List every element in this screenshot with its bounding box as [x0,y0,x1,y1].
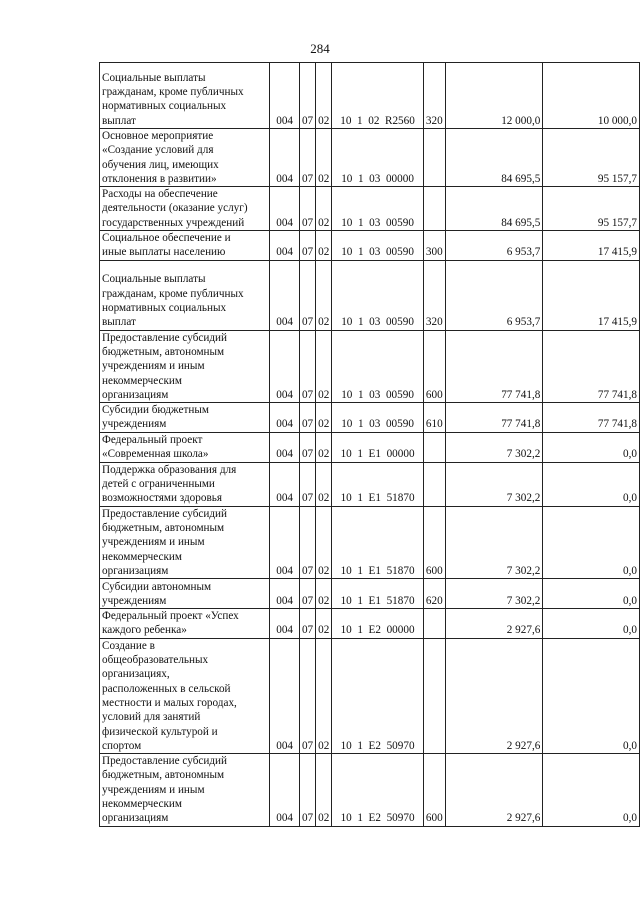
expense-name: Социальные выплаты гражданам, кроме публичных нормативных социальных выплат [100,63,270,129]
ministry-code: 004 [270,754,300,826]
section-code: 07 [299,129,315,187]
ministry-code: 004 [270,129,300,187]
amount-year-2: 0,0 [543,754,640,826]
target-article-part: 00590 [385,246,414,259]
target-article-part: 1 [357,594,363,607]
expense-type-code: 600 [423,754,445,826]
target-article-part: 10 [340,492,352,505]
subsection-code: 02 [316,579,332,609]
subsection-code: 02 [316,638,332,753]
expense-name: Социальное обеспечение и иные выплаты населению [100,231,270,261]
amount-year-1: 7 302,2 [445,432,543,462]
target-article-part: 10 [340,114,352,127]
expense-type-code [423,432,445,462]
amount-year-1: 7 302,2 [445,506,543,578]
amount-year-1: 7 302,2 [445,462,543,506]
target-article-part: 1 [357,739,363,752]
ministry-code: 004 [270,462,300,506]
target-article-part: 03 [369,316,381,329]
expense-type-code: 300 [423,231,445,261]
subsection-code: 02 [316,187,332,231]
amount-year-1: 77 741,8 [445,403,543,433]
amount-year-1: 6 953,7 [445,231,543,261]
expense-name: Предоставление субсидий бюджетным, автономным учреждениям и иным некоммерческим организациям [100,330,270,402]
target-article-part: 10 [341,172,353,185]
target-article-part: 10 [341,316,353,329]
target-article-part: 10 [341,418,353,431]
ministry-code: 004 [270,63,300,129]
target-article-part: 51870 [386,492,415,505]
table-row [100,330,640,402]
section-code: 07 [299,330,315,402]
target-article-code [332,506,423,578]
section-code: 07 [299,187,315,231]
ministry-code: 004 [270,403,300,433]
subsection-code: 02 [316,231,332,261]
amount-year-2: 17 415,9 [543,260,640,330]
target-article-part: E1 [368,492,381,505]
ministry-code: 004 [270,432,300,462]
target-article-part: 00590 [385,316,414,329]
amount-year-2: 0,0 [543,609,640,639]
amount-year-2: 95 157,7 [543,187,640,231]
target-article-part: 51870 [386,564,415,577]
section-code: 07 [299,462,315,506]
table-row [100,129,640,187]
target-article-part: 1 [357,418,364,431]
expense-type-code [423,609,445,639]
target-article-code [332,403,423,433]
expense-name: Предоставление субсидий бюджетным, автономным учреждениям и иным некоммерческим организациям [100,506,270,578]
target-article-code [332,609,423,639]
table-row [100,260,640,330]
section-code: 07 [299,638,315,753]
section-code: 07 [299,754,315,826]
target-article-code [332,754,423,826]
subsection-code: 02 [316,506,332,578]
expense-name: Расходы на обеспечение деятельности (оказание услуг) государственных учреждений [100,187,270,231]
ministry-code: 004 [270,187,300,231]
expense-name: Федеральный проект «Современная школа» [100,432,270,462]
expense-name: Федеральный проект «Успех каждого ребенка» [100,609,270,639]
table-row [100,638,640,753]
target-article-part: 1 [357,492,363,505]
target-article-code [332,579,423,609]
table-row [100,63,640,129]
target-article-part: 1 [357,564,363,577]
section-code: 07 [299,506,315,578]
page-number: 284 [310,41,330,56]
target-article-code [332,330,423,402]
ministry-code: 004 [270,231,300,261]
target-article-part: 1 [357,216,364,229]
target-article-code [332,638,423,753]
ministry-code: 004 [270,609,300,639]
subsection-code: 02 [316,432,332,462]
amount-year-2: 0,0 [543,432,640,462]
subsection-code: 02 [316,754,332,826]
expense-name: Предоставление субсидий бюджетным, автономным учреждениям и иным некоммерческим организациям [100,754,270,826]
target-article-code [332,231,423,261]
amount-year-1: 7 302,2 [445,579,543,609]
subsection-code: 02 [316,129,332,187]
target-article-code [332,129,423,187]
target-article-part: E1 [368,594,381,607]
ministry-code: 004 [270,260,300,330]
target-article-part: 1 [357,624,363,637]
budget-table [99,62,640,827]
target-article-part: 50970 [386,812,415,825]
subsection-code: 02 [316,260,332,330]
table-row [100,432,640,462]
amount-year-1: 77 741,8 [445,330,543,402]
target-article-part: E2 [368,812,381,825]
amount-year-1: 84 695,5 [445,129,543,187]
amount-year-2: 77 741,8 [543,403,640,433]
target-article-part: 03 [369,418,381,431]
target-article-part: 10 [341,388,353,401]
table-row [100,579,640,609]
target-article-part: R2560 [385,114,415,127]
target-article-part: 10 [340,739,352,752]
section-code: 07 [299,579,315,609]
table-row [100,754,640,826]
target-article-part: 1 [357,114,363,127]
target-article-part: 00590 [385,388,414,401]
target-article-part: 03 [369,172,381,185]
section-code: 07 [299,260,315,330]
target-article-part: 51870 [386,594,415,607]
amount-year-2: 10 000,0 [543,63,640,129]
target-article-part: 10 [340,624,352,637]
amount-year-1: 84 695,5 [445,187,543,231]
target-article-part: 1 [357,246,364,259]
expense-name: Создание в общеобразовательных организациях, расположенных в сельской местности и малых городах, условий для занятий физической культурой и спортом [100,638,270,753]
expense-name: Основное мероприятие «Создание условий для обучения лиц, имеющих отклонения в развитии» [100,129,270,187]
expense-name: Субсидии автономным учреждениям [100,579,270,609]
expense-type-code: 320 [423,63,445,129]
subsection-code: 02 [316,63,332,129]
section-code: 07 [299,403,315,433]
target-article-part: 10 [340,448,352,461]
subsection-code: 02 [316,462,332,506]
target-article-part: E1 [368,448,381,461]
target-article-part: 1 [357,448,363,461]
target-article-code [332,462,423,506]
target-article-part: 1 [357,388,364,401]
target-article-part: 00590 [385,216,414,229]
target-article-part: 00000 [386,448,415,461]
target-article-code [332,260,423,330]
subsection-code: 02 [316,330,332,402]
section-code: 07 [299,63,315,129]
target-article-part: 1 [357,316,364,329]
amount-year-2: 0,0 [543,638,640,753]
ministry-code: 004 [270,330,300,402]
subsection-code: 02 [316,403,332,433]
target-article-part: 03 [369,388,381,401]
amount-year-2: 0,0 [543,506,640,578]
target-article-part: 02 [368,114,380,127]
table-row [100,187,640,231]
expense-type-code [423,187,445,231]
target-article-part: 00590 [385,418,414,431]
target-article-part: 00000 [386,624,415,637]
target-article-part: 10 [340,812,352,825]
target-article-part: 1 [357,172,364,185]
target-article-code [332,63,423,129]
amount-year-1: 2 927,6 [445,754,543,826]
table-row [100,609,640,639]
target-article-part: 50970 [386,739,415,752]
ministry-code: 004 [270,506,300,578]
target-article-part: 10 [341,246,353,259]
section-code: 07 [299,609,315,639]
expense-name: Поддержка образования для детей с ограниченными возможностями здоровья [100,462,270,506]
amount-year-2: 77 741,8 [543,330,640,402]
expense-name: Субсидии бюджетным учреждениям [100,403,270,433]
amount-year-1: 6 953,7 [445,260,543,330]
target-article-part: E2 [368,739,381,752]
subsection-code: 02 [316,609,332,639]
target-article-part: 03 [369,216,381,229]
target-article-part: 1 [357,812,363,825]
ministry-code: 004 [270,638,300,753]
expense-type-code [423,462,445,506]
target-article-part: 10 [340,594,352,607]
expense-type-code [423,129,445,187]
amount-year-2: 0,0 [543,462,640,506]
amount-year-2: 95 157,7 [543,129,640,187]
target-article-code [332,187,423,231]
target-article-part: 10 [341,216,353,229]
target-article-code [332,432,423,462]
amount-year-1: 12 000,0 [445,63,543,129]
amount-year-2: 17 415,9 [543,231,640,261]
target-article-part: E1 [368,564,381,577]
expense-type-code: 600 [423,330,445,402]
expense-type-code: 620 [423,579,445,609]
expense-type-code: 600 [423,506,445,578]
table-row [100,231,640,261]
section-code: 07 [299,231,315,261]
ministry-code: 004 [270,579,300,609]
target-article-part: 10 [340,564,352,577]
expense-type-code: 610 [423,403,445,433]
amount-year-2: 0,0 [543,579,640,609]
expense-name: Социальные выплаты гражданам, кроме публичных нормативных социальных выплат [100,260,270,330]
amount-year-1: 2 927,6 [445,609,543,639]
amount-year-1: 2 927,6 [445,638,543,753]
table-row [100,462,640,506]
table-row [100,506,640,578]
expense-type-code: 320 [423,260,445,330]
target-article-part: E2 [368,624,381,637]
target-article-part: 03 [369,246,381,259]
table-row [100,403,640,433]
expense-type-code [423,638,445,753]
target-article-part: 00000 [385,172,414,185]
section-code: 07 [299,432,315,462]
